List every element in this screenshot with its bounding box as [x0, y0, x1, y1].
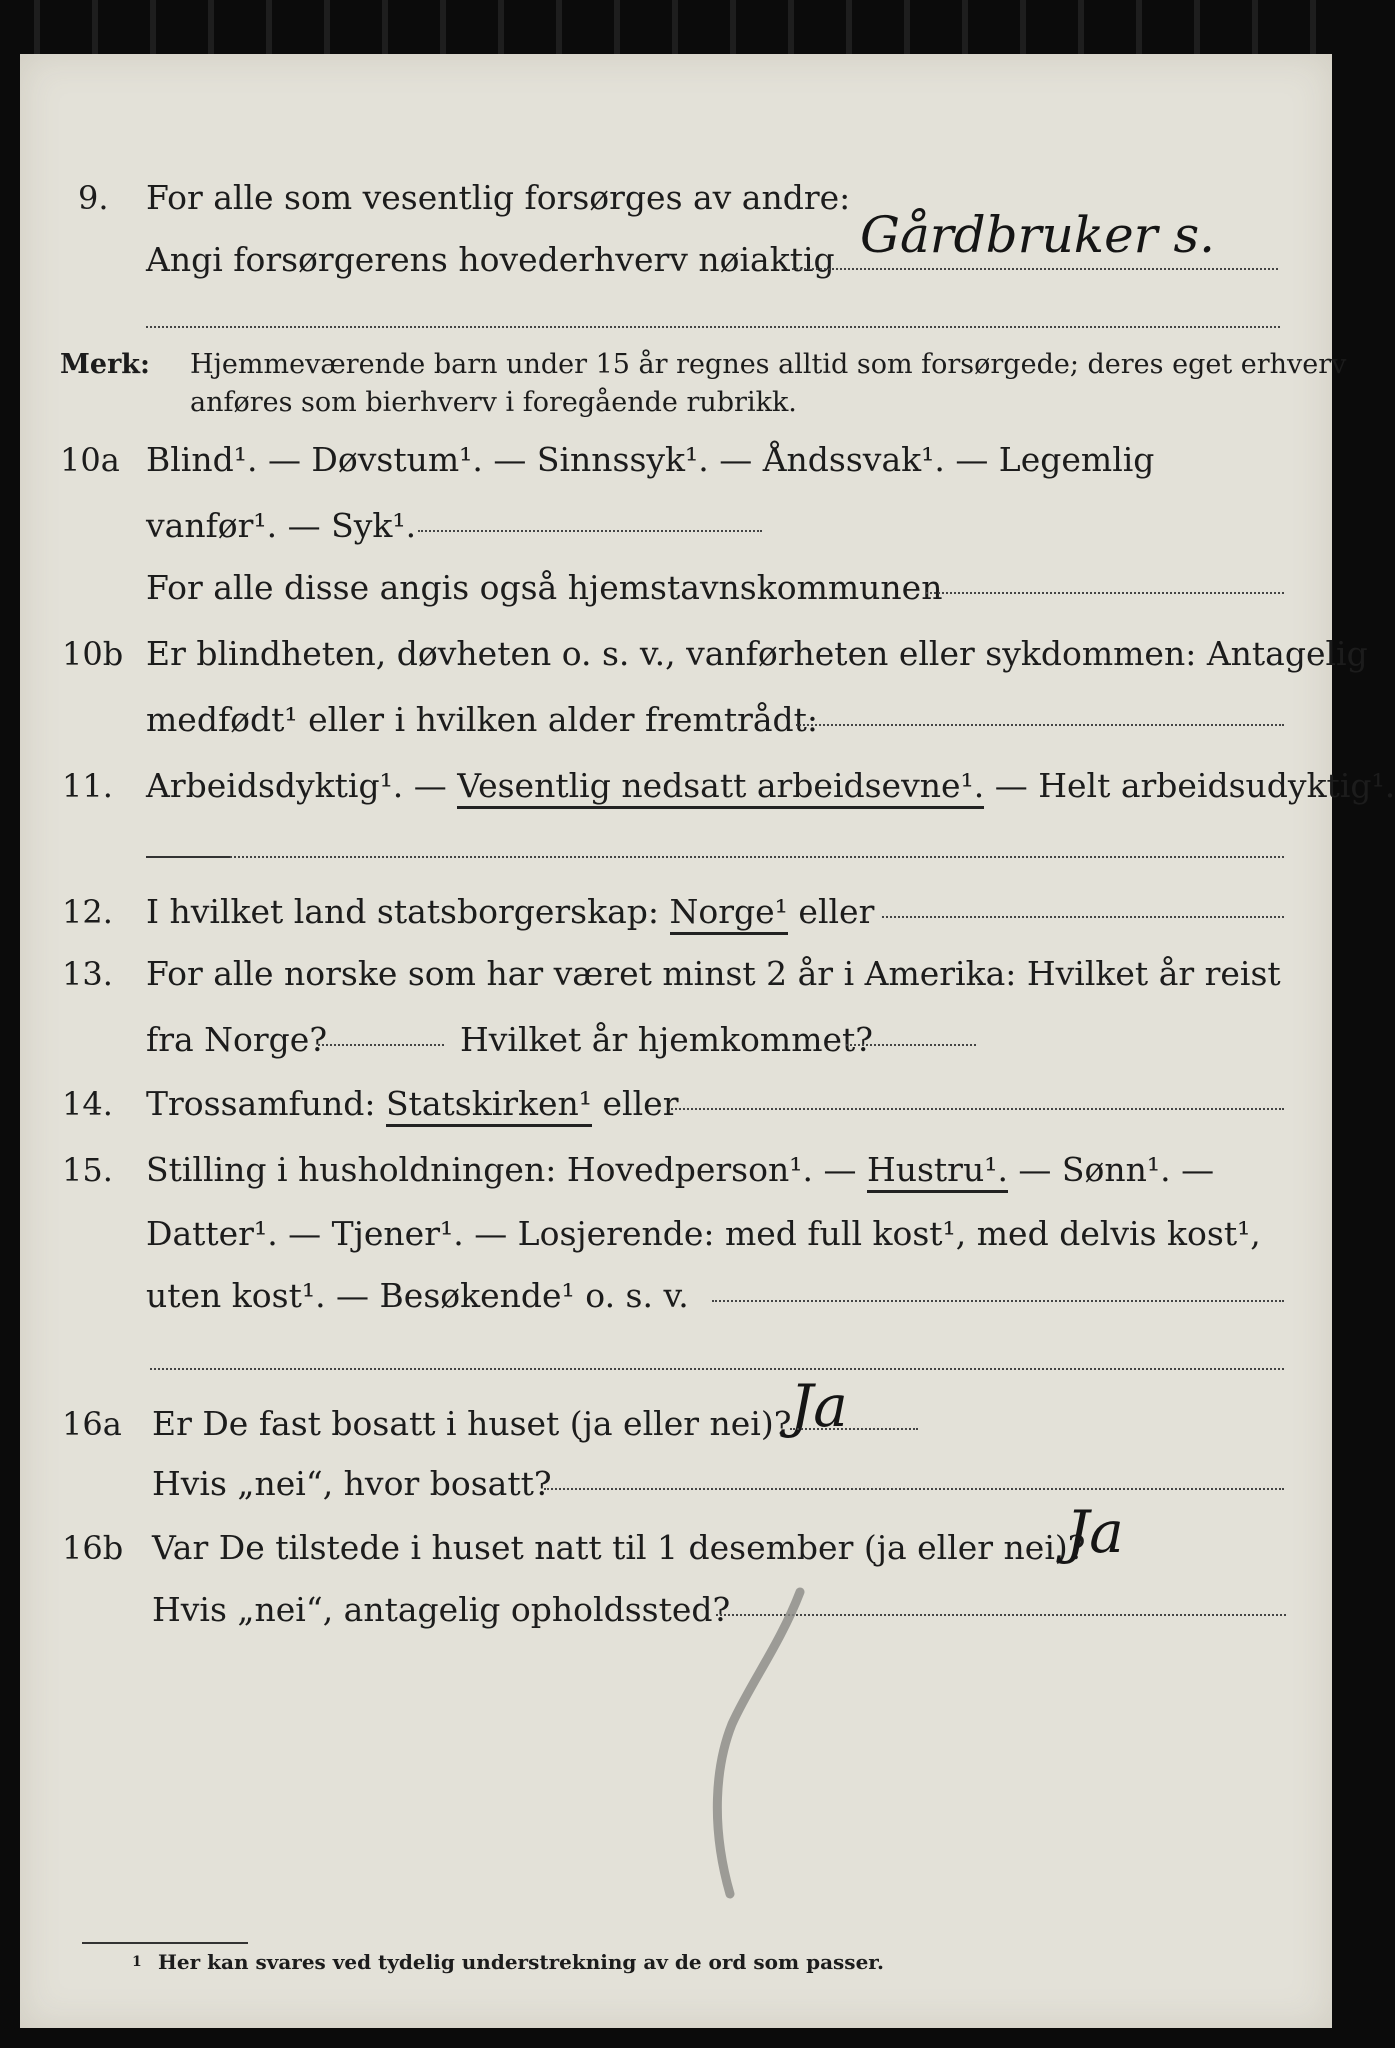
q10a-line1: Blind¹. — Døvstum¹. — Sinnssyk¹. — Åndssvak¹. — Legemlig	[146, 440, 1155, 479]
q14-answer-line	[668, 1108, 1284, 1110]
q10b-line1: Er blindheten, døvheten o. s. v., vanførheten eller sykdommen: Antagelig	[146, 634, 1368, 673]
q15-question: Stilling i husholdningen: Hovedperson¹. —	[146, 1150, 867, 1189]
q16a-line2: Hvis „nei“, hvor bosatt?	[152, 1464, 552, 1503]
q15-number: 15.	[62, 1151, 113, 1189]
q9-handwritten-answer: Gårdbruker s.	[860, 206, 1216, 264]
q10b-number: 10b	[62, 635, 124, 673]
pencil-mark	[680, 1574, 840, 1914]
q13-line1: For alle norske som har været minst 2 år i Amerika: Hvilket år reist	[146, 954, 1281, 993]
merk-line2: anføres som bierhverv i foregående rubrikk.	[190, 387, 797, 418]
q14-eller: eller	[592, 1084, 679, 1123]
q13-return-line	[846, 1044, 976, 1046]
q12-eller: eller	[787, 892, 875, 931]
q14-option-statskirken: Statskirken¹	[386, 1084, 592, 1127]
q15-option-sonn: — Sønn¹. —	[1007, 1150, 1215, 1189]
q10a-number: 10a	[60, 441, 120, 479]
q11-option-fit: Arbeidsdyktig¹. —	[146, 766, 458, 805]
q16a-line1: Er De fast bosatt i huset (ja eller nei)?	[152, 1404, 792, 1443]
q11-line	[146, 766, 1395, 806]
q12-number: 12.	[62, 893, 113, 931]
q9-question-line2: Angi forsørgerens hovederhverv nøiaktig	[146, 240, 835, 279]
q15-line3: uten kost¹. — Besøkende¹ o. s. v.	[146, 1276, 689, 1315]
footnote-text: Her kan svares ved tydelig understrekning av de ord som passer.	[158, 1950, 884, 1974]
merk-line1: Hjemmeværende barn under 15 år regnes alltid som forsørgede; deres eget erhverv	[190, 349, 1347, 380]
q16b-line2: Hvis „nei“, antagelig opholdssted?	[152, 1590, 731, 1629]
q13-number: 13.	[62, 955, 113, 993]
q11-number: 11.	[62, 767, 113, 805]
q16a-answer-line	[790, 1428, 918, 1430]
q10b-answer-line	[796, 724, 1284, 726]
q9-question-line1: For alle som vesentlig forsørges av andre:	[146, 178, 851, 217]
q16a-handwritten-answer: Ja	[790, 1372, 848, 1440]
q14-number: 14.	[62, 1085, 113, 1123]
q15-answer-line	[712, 1300, 1284, 1302]
q16a-residence-line	[544, 1488, 1284, 1490]
q11-option-reduced: Vesentlig nedsatt arbeidsevne¹.	[457, 766, 984, 809]
q9-extra-line	[146, 326, 1280, 328]
q16b-handwritten-answer: Ja	[1066, 1498, 1124, 1566]
q10a-municipality-line	[926, 592, 1284, 594]
q15-line2: Datter¹. — Tjener¹. — Losjerende: med full kost¹, med delvis kost¹,	[146, 1214, 1261, 1253]
q9-number: 9.	[78, 179, 109, 217]
q16a-number: 16a	[62, 1405, 122, 1443]
q15-option-hustru: Hustru¹.	[867, 1150, 1008, 1193]
scan-top-edge	[0, 0, 1352, 54]
q11-answer-mark	[146, 856, 230, 858]
census-form-page	[20, 54, 1395, 2028]
q13-departure-label: fra Norge?	[146, 1020, 328, 1059]
q9-answer-line	[792, 268, 1278, 270]
q11-answer-line	[230, 856, 1284, 858]
q13-departure-line	[318, 1044, 444, 1046]
q14-question: Trossamfund:	[146, 1084, 386, 1123]
q10a-answer-line	[418, 530, 762, 532]
q10b-line2: medfødt¹ eller i hvilken alder fremtrådt:	[146, 700, 819, 739]
footnote-rule	[82, 1942, 248, 1944]
q14-line	[146, 1084, 678, 1124]
q16b-line1: Var De tilstede i huset natt til 1 desember (ja eller nei)?	[152, 1528, 1086, 1567]
q12-answer-line	[882, 916, 1284, 918]
q11-option-unfit: — Helt arbeidsudyktig¹.	[984, 766, 1395, 805]
q12-line	[146, 892, 874, 932]
q16b-number: 16b	[62, 1529, 124, 1567]
q10a-line3: For alle disse angis også hjemstavnskommunen	[146, 568, 943, 607]
q13-return-label: Hvilket år hjemkommet?	[460, 1020, 873, 1059]
footnote-marker: 1	[132, 1954, 142, 1970]
q15-extra-line	[150, 1368, 1284, 1370]
merk-label: Merk:	[60, 349, 150, 380]
q12-option-norge: Norge¹	[670, 892, 788, 935]
q10a-line2: vanfør¹. — Syk¹.	[146, 506, 417, 545]
q12-question: I hvilket land statsborgerskap:	[146, 892, 670, 931]
q15-line1	[146, 1150, 1214, 1190]
